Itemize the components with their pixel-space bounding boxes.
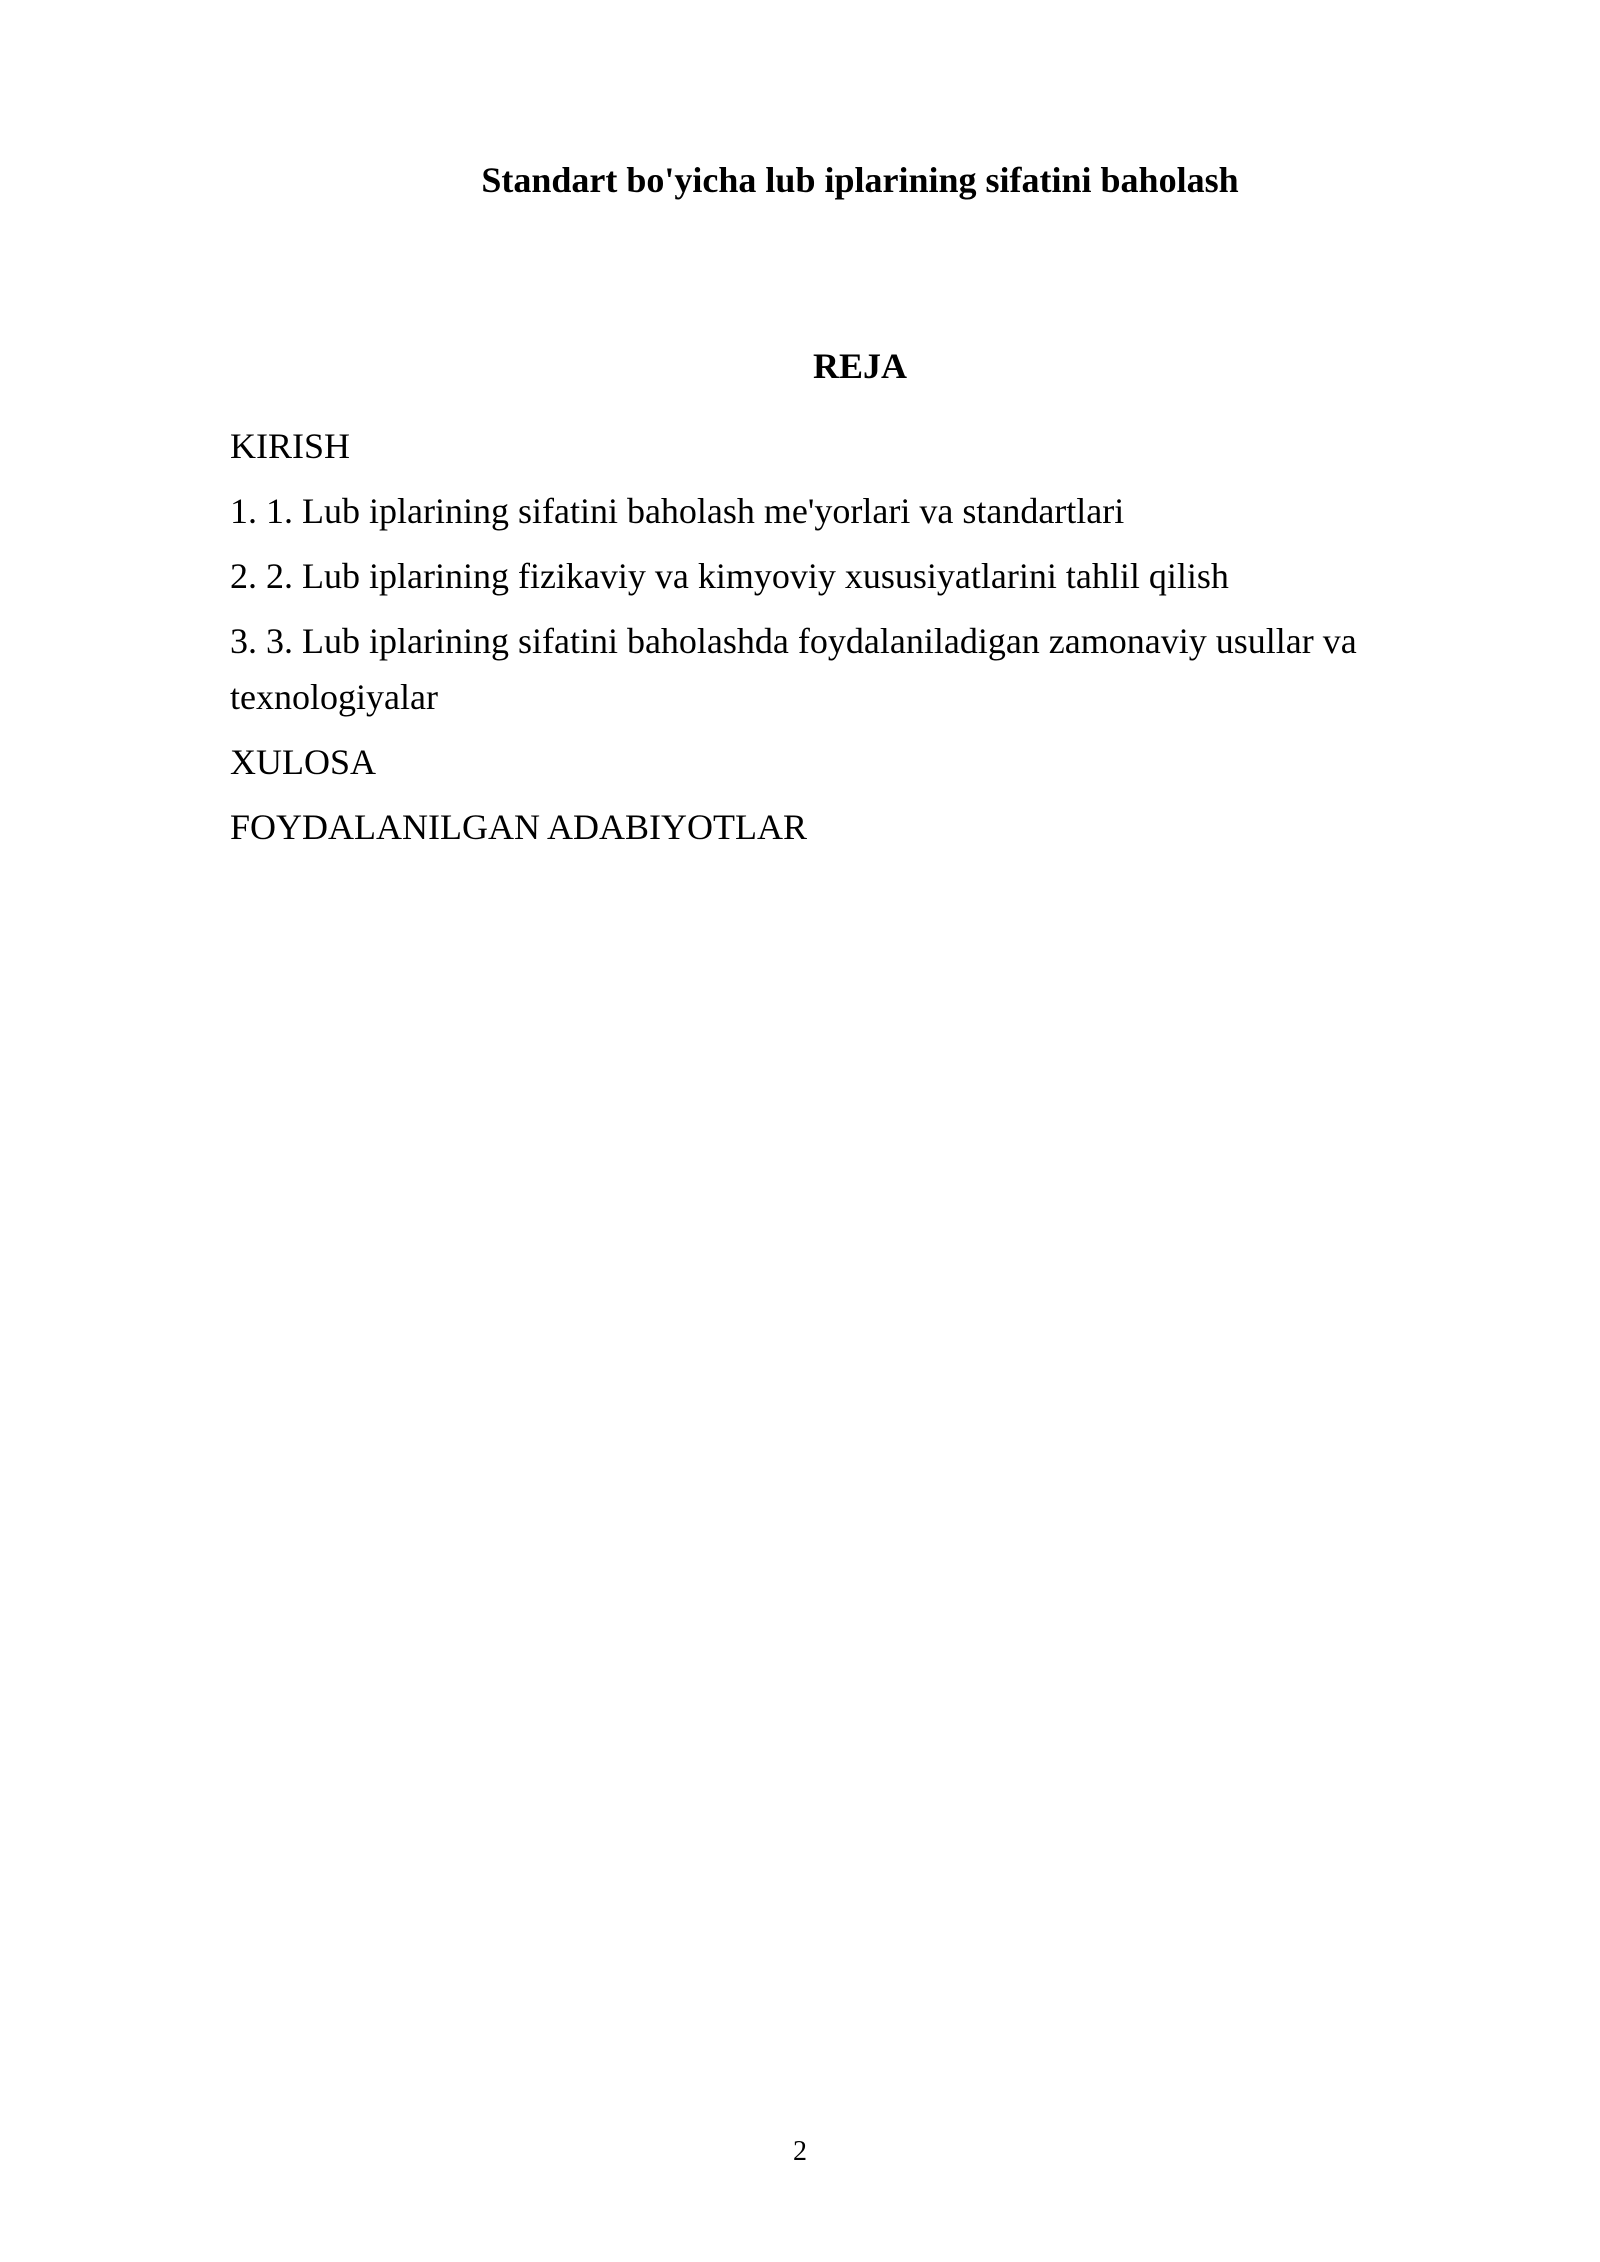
plan-item-1: 1. 1. Lub iplarining sifatini baholash me'yorlari va standartlari bbox=[230, 491, 1125, 531]
plan-list bbox=[230, 418, 1430, 864]
plan-item-references: FOYDALANILGAN ADABIYOTLAR bbox=[230, 807, 807, 847]
plan-item-2: 2. 2. Lub iplarining fizikaviy va kimyoviy xususiyatlarini tahlil qilish bbox=[230, 556, 1229, 596]
document-title: Standart bo'yicha lub iplarining sifatini baholash bbox=[481, 160, 1239, 200]
plan-item-3: 3. 3. Lub iplarining sifatini baholashda foydalaniladigan zamonaviy usullar va texnologiyalar bbox=[230, 621, 1357, 717]
page-number: 2 bbox=[793, 2136, 807, 2167]
plan-heading: REJA bbox=[812, 346, 907, 386]
plan-item-conclusion: XULOSA bbox=[230, 742, 377, 782]
plan-item-introduction: KIRISH bbox=[230, 426, 351, 466]
